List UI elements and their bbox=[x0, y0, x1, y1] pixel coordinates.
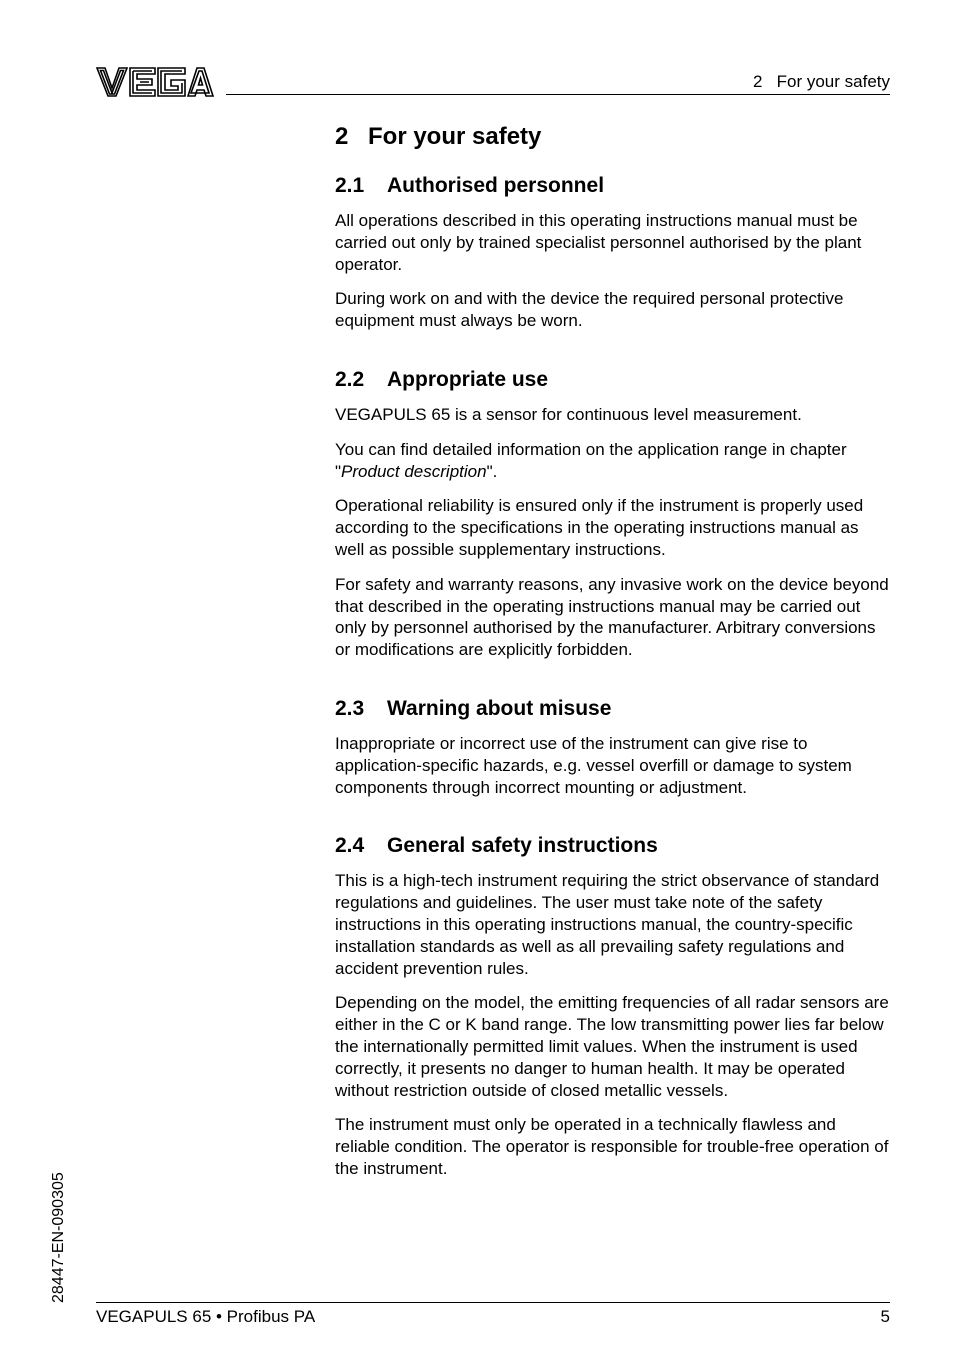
section-authorised-personnel bbox=[335, 172, 891, 332]
chapter-heading bbox=[335, 120, 891, 154]
header-rule bbox=[226, 94, 890, 95]
section-heading bbox=[335, 832, 891, 860]
footer-product: VEGAPULS 65 • Profibus PA bbox=[96, 1307, 316, 1326]
paragraph: VEGAPULS 65 is a sensor for continuous level measurement. bbox=[335, 404, 802, 424]
paragraph: All operations described in this operating instructions manual must be carried out only by trained specialist personnel authorised by the plant operator. bbox=[335, 211, 862, 274]
section-title: Warning about misuse bbox=[387, 696, 612, 720]
main-content bbox=[335, 120, 891, 1193]
chapter-title: For your safety bbox=[368, 123, 542, 150]
paragraph: For safety and warranty reasons, any invasive work on the device beyond that described in the operating instructions manual may be carried out only by personnel authorised by the manufacturer. Arbitrary conversions or modifications are explicitly forbidden. bbox=[335, 574, 889, 660]
section-number: 2.2 bbox=[335, 367, 365, 391]
vega-logo bbox=[96, 66, 214, 98]
running-header: 2 For your safety bbox=[753, 72, 890, 91]
text-run: You can find detailed information on the application range in chapter " bbox=[335, 439, 847, 481]
paragraph: Operational reliability is ensured only if the instrument is properly used according to the specifications in the operating instructions manual as well as possible supplementary instructions. bbox=[335, 496, 864, 559]
section-number: 2.4 bbox=[335, 834, 365, 858]
paragraph: During work on and with the device the required personal protective equipment must always be worn. bbox=[335, 289, 844, 331]
footer-rule bbox=[96, 1302, 890, 1303]
section-heading bbox=[335, 172, 891, 200]
section-title: General safety instructions bbox=[387, 834, 658, 858]
text-run: ". bbox=[486, 461, 498, 481]
section-number: 2.3 bbox=[335, 696, 365, 720]
paragraph: Inappropriate or incorrect use of the instrument can give rise to application-specific hazards, e.g. vessel overfill or damage to system components through incorrect mounting or adjustment. bbox=[335, 733, 852, 797]
page-number: 5 bbox=[880, 1307, 890, 1326]
paragraph-product-description-ref bbox=[335, 439, 891, 483]
section-title: Authorised personnel bbox=[387, 174, 605, 197]
section-heading bbox=[335, 695, 891, 723]
section-heading bbox=[335, 366, 891, 394]
chapter-reference: Product description bbox=[341, 461, 487, 481]
paragraph: The instrument must only be operated in a technically flawless and reliable condition. The operator is responsible for trouble-free operation of the instrument. bbox=[335, 1115, 889, 1178]
section-general-safety bbox=[335, 832, 891, 1179]
paragraph: Depending on the model, the emitting frequencies of all radar sensors are either in the C or K band range. The low transmitting power lies far below the internationally permitted limit values. When the instrument is used correctly, it presents no danger to human health. It may be operated without restriction outside of closed metallic vessels. bbox=[335, 993, 889, 1100]
paragraph: This is a high-tech instrument requiring the strict observance of standard regulations and guidelines. The user must take note of the safety instructions in this operating instructions manual, the country-specific installation standards as well as all prevailing safety regulations and accident prevention rules. bbox=[335, 871, 880, 978]
document-code: 28447-EN-090305 bbox=[50, 1172, 67, 1303]
chapter-number: 2 bbox=[335, 123, 349, 150]
section-number: 2.1 bbox=[335, 174, 365, 197]
section-warning-misuse bbox=[335, 695, 891, 798]
section-title: Appropriate use bbox=[387, 367, 549, 391]
section-appropriate-use bbox=[335, 366, 891, 661]
